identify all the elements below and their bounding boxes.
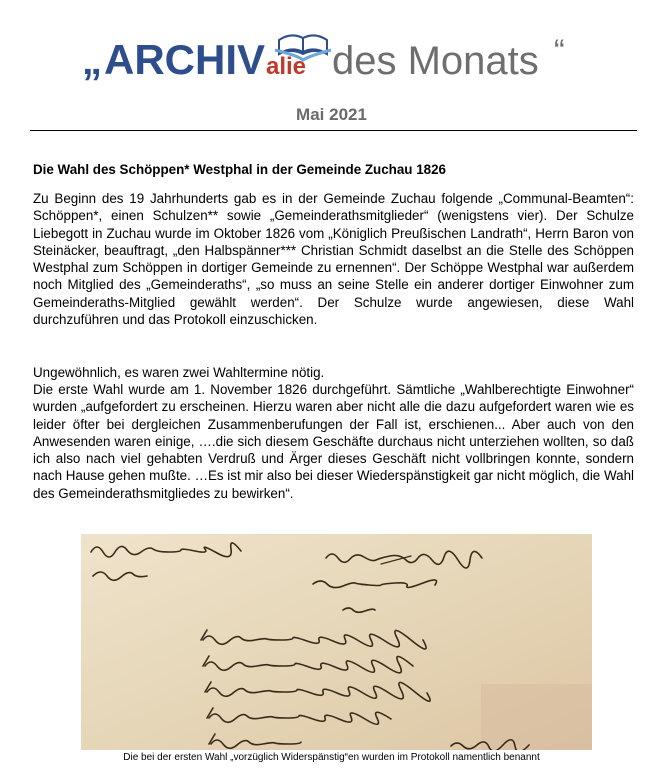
logo-archiv: ARCHIV [104,36,266,83]
logo-alie: alie [266,53,307,80]
logo-des-monats: des Monats [332,39,539,83]
manuscript-photo [81,534,592,750]
header [0,0,663,100]
logo-quote-open: „ [82,39,102,83]
archivalie-logo [82,22,582,92]
handwritten-document-image [81,534,592,750]
figure-caption: Die bei der ersten Wahl „vorzüglich Widerspänstig“en wurden im Protokoll namentlich benannt [123,752,540,763]
article-paragraph-2: Ungewöhnlich, es waren zwei Wahltermine nötig. [33,365,325,380]
article-paragraph-1: Zu Beginn des 19 Jahrhunderts gab es in der Gemeinde Zuchau folgende „Communal-Beamten“: Schöppen*, einen Schulzen** sowie „Gemeinderathsmitglieder“ (wenigstens vier). Der Schulze Liebegott in Zuchau wurde im Oktober 1826 vom „Königlich Preußischen Landrath“, Herrn Baron von Steinäcker, beauftragt, „den Halbspänner*** Christian Schmidt daselbst an die Stelle des Schöppen Westphal zum Schöppen in dortiger Gemeinde zu ernennen“. Der Schöppe Westphal war außerdem noch Mitglied des „Gemeinderaths“, „so muss an seine Stelle ein anderer dortiger Einwohner zum Gemeinderaths-Mitglied gewählt werden“. Der Schulze wurde angewiesen, diese Wahl durchzuführen und das Protokoll einzuschicken. [33,191,634,328]
issue-month: Mai 2021 [296,105,367,124]
article-title: Die Wahl des Schöppen* Westphal in der Gemeinde Zuchau 1826 [33,162,446,177]
divider [30,130,637,131]
article-paragraph-3: Die erste Wahl wurde am 1. November 1826 durchgeführt. Sämtliche „Wahlberechtigte Einwohner“ wurden „aufgefordert zu erscheinen. Hierzu waren aber nicht alle die dazu aufgefordert waren wie es leider öfter bei dergleichen Zusammenberufungen der Fall ist, erschienen... Aber auch von den Anwesenden waren einige, ….die sich diesem Geschäfte durchaus nicht unterziehen wollten, so daß ich also nach viel gehabten Verdruß und Ärger dieses Geschäft nicht vollbringen konnte, sondern nach Hause gehen mußte. …Es ist mir also bei dieser Wiederspänstigkeit gar nicht möglich, die Wahl des Gemeinderathsmitgliedes zu bewirken“. [33,382,634,501]
logo-quote-close: “ [554,33,565,69]
